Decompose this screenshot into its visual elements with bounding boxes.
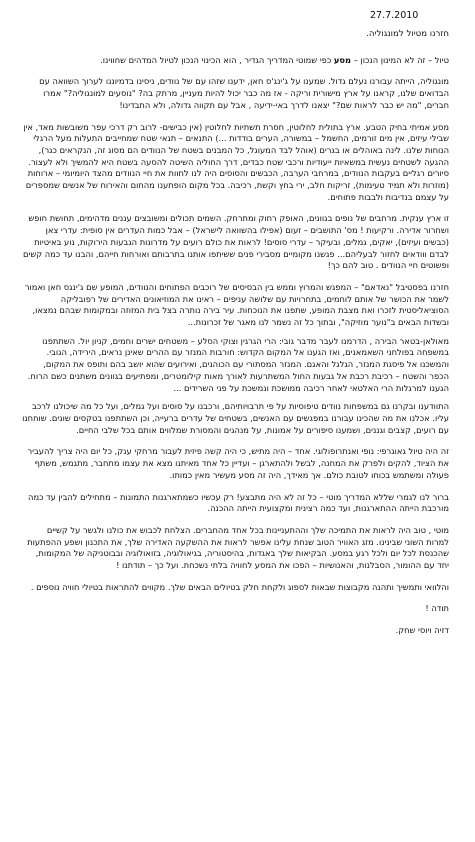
paragraph-1-bold-word: מסע (333, 54, 352, 65)
thanks-line: תודה ! (425, 603, 449, 614)
paragraph-10 (22, 525, 449, 572)
paragraph-1 (22, 55, 449, 67)
paragraph-8: זה היה טיול גאוגרפי: נופי ואנתרופולוגי. אחד – היה מתיש, כי היה קשה פיזית לעבור מרחקי ענק, כל יום היה צריך להעביר את הציוד, להקים ולפרק את המחנה, לבשל ולהתארגן – ועדיין כל אחד מאיתנו מצא את עצמו מתחבר, מתגמש, משתף פעולה ומשתמש בכוחו לטובת כולם. אך מאידך, היה זה מסע מעשיר מאין כמותו. (27, 446, 449, 480)
paragraph-5: חזרנו בפסטיבל "נאדאם" – המפגש והמרוץ וממש בין הבסיסים של רוכבים הפתוחים והנוודים, המופע שם ג'ינגס חאן ואמור לשמר את הכושר של אותם לוחמים, בתחרויות עם שלושה עניפים – ראינו את המוזיאונים האדירים של רפובליקה הסוציאליסטית לזכרו ואת מצבת המופע, שתפנו את הנוכחות. עיר בירה נותרה בצל בית המזוזה ובמקומות שבהם נמצאו, ובשדות הבאים ב"נוער מוזיקה", ובתוך כל זה נשמר לנו מאגר של זכרונות... (24, 281, 449, 328)
paragraph-4: זו ארץ ענקית. מרחבים של נופים בגוונים, האופק רחוק ומתרחק. השמים תכולים ומשובצים עננים מדהימים, תחושת חופש ושחרור אדירה. ורקיעות ! מס' התושבים – זעום (אפילו בהשוואה לישראל) – אבל כמות העדרים אין סופית: עדרי צאן (כבשים ועיזים), יאקים, גמלים, ובעיקר – עדרי סוסים! לראות את כולם רועים על מדרונות הגבעות הירוקות, נוע באיטיות לבדם ווודאים לחזור לבעליהם... פגשנו מקומיים מסבירי פנים ששיתפו אותנו בתרבותם ואורחות חייהם, והבנו עד כמה קשים ופשוטים חיי הנוודים . טוב להם כך! (22, 213, 449, 271)
paragraph-3: מסע אמיתי בחיק הטבע. ארץ בתולית לחלוטין, חסרת תשתיות לחלוטין (אין כבישים- לרוב רק דרכי עפר משובשות מאד, אין שבילי עיזים, אין מים זורמים, החשמל – במשורה, הערים בודדות ...) התנאים – תנאי שטח שמחייבים התעלות מעל הרגלי הנוחות שלנו. לינה באוהלים או בגרים (אוהל לבד המעוגל, כל המבנים בשטח של הנוודים הם מסוג זה, הנקראים כגר), ההגעה לשטחים נעשית במשאיות ייעודיות ורכבי שטח כבדים, דרך החוליה השיטה להסעה בשטח היא להמשיך ולא לעצור. סיורים רגליים בעקבות הנוודים, במרחבי הערבה, הכבשים והסוסים היה לנו לחוות את חיי הנוודים מהצד היומיומי – ארוחות (מוזרות ולא תמיד טעימות), זריקות חלב, ירי בחץ וקשת, רכיבה. בכל מקום הופתענו מהחום והאירוח של אנשים שמספרים על עצמם בנדיבות ולבבות פתוחים. (23, 121, 449, 202)
letter-date: 27.7.2010 (370, 10, 419, 21)
paragraph-10-thanks: ועל כך – תודתנו ! (116, 560, 182, 571)
letter-body (22, 29, 449, 637)
paragraph-1-text-c: כפי שמוטי המדריך הגדיר , הוא הכינוי הנכון לטיול המדהים שחווינו. (100, 54, 334, 65)
paragraph-2: מונגוליה, הייתה עבורנו נעלם גדול. שמענו על ג'ינג'ס חאן, ידענו שזהו עם של נוודים, ניסינו בדמיוננו לערוך השוואה עם הבדואים שלנו, קראנו על ארץ מישורית וריקה - אז מה כבר יכול להיות מעניין, מרתק בה? "נוסעים למונגוליה?" אמרו חברים, "מה יש כבר לראות שם?" יצאנו לדרך באי-ידיעה , אבל עם תקווה גדולה, ולא התבדינו! (39, 76, 449, 110)
paragraph-9: ברור לנו לגמרי שללא המדריך מוטי – כל זה לא היה מתבצע! רק עכשיו כשמתארגנות התמונות – מתחילים להבין עד כמה מורכבת הייתה ההתארגנות, ועד כמה רצינית ומקצועית הייתה ההכנה. (28, 491, 449, 514)
paragraph-10-text: מוטי , טוב היה לראות את התמיכה שלך וההתעניינות בכל אחד מהחברים. הצלחת לכבוש את כולנו ולגשר על קשיים למרות השוני שבינינו. מזג האוויר הטוב שנחת עלינו אפשר לראות את ההשקעה האדירה שלך, את התכנון ושפע ההפתעות שהכנסת לכל יום ולכל רגע במסע. הבקיאות שלך באגדות, בהיסטוריה, בגיאולוגיה, בזואולוגיה ובבוטניקה של המקומות, יחד עם ההומור, הסבלנות, והאנושיות – הפכו את המסע לחוויה בלתי נשכחת. (27, 524, 449, 571)
paragraph-1-text-a: טיול – זה לא המינון הנכון – (351, 54, 449, 65)
paragraph-7: התוודענו ובקרנו גם במשפחות נוודים טיפוסיות על פי תרבויותיהם, ורכבנו על סוסים ועל גמלים, ועל כל מה שיכולנו לרכב עליו. אכלנו את מה שהכינו עבורנו במפגשים עם האנשים, בשטחים של עדרים ברעייה, וכן השתתפנו בטקסים שונים. שוחחנו עם רועים, קצבים וגננים, ושמענו סיפורים על אמונות, על מנהגים והמסורת שמלווים אותם בכל שלבי החיים. (22, 401, 449, 435)
letter-heading: חזרנו מטיול למונגוליה. (366, 29, 449, 39)
signature: דזיה ויוסי שחק. (395, 625, 449, 636)
paragraph-11: והלוואי ותמשיך ותהנה מקבוצות שבאות לספוג ולקחת חלק בטיולים הבאים שלך. מקווים להתראות בטיולי חוויה נוספים . (30, 581, 449, 592)
paragraph-6: מאולאן-בטאר הבירה , הדרמנו לעבר מדבר גובי: הרי הגרגין וצוקי הסלע – משטחים ישרים וחמים, קניון יול. השתתפנו במשפחה בפולחני השאמאנים, ואז הגענו אל המקום הקדוש: חורבות המנזר עם ההרים שאינן נראים, הירידה, הגובי. והמשכנו אל פיסגת המנזר, הגלגל והאגם. המנזר המסתורי עם הכוהנים, ואירועים שהוא יושב בהם ותופס את המקום, הכפר והשטח – רכיבת רכבת אל גבעות החול המשתרעות לאורך מאות קילומטרים, ומפתיעים בגוונים משתנים כשם הרוח. הגענו למרגלות הרי האלטאי לאחר רכיבה ממושכת ונמשכת על פני השרידים ... (27, 335, 449, 393)
